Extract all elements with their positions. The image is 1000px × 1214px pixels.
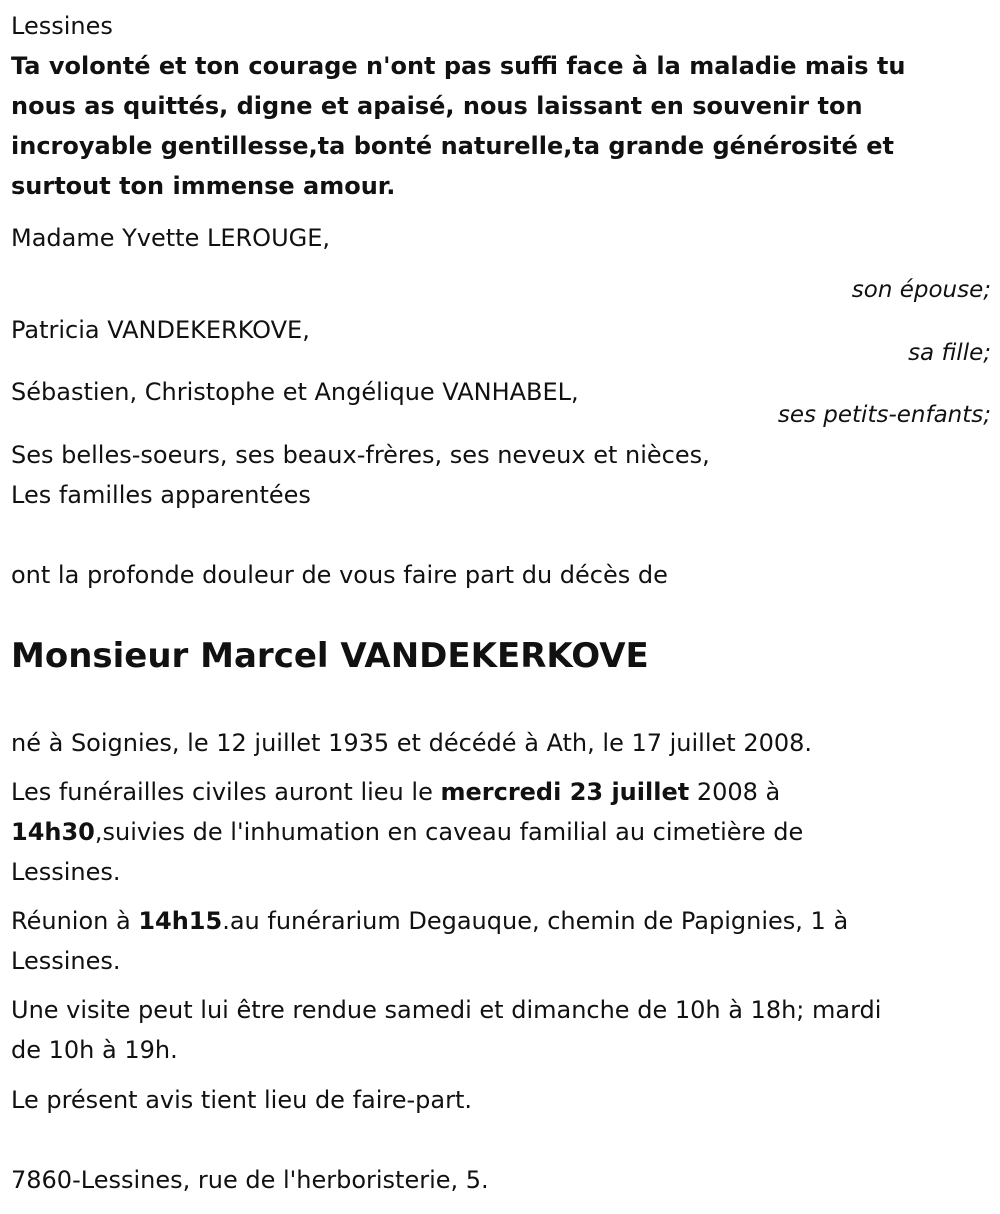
quote-line: nous as quittés, digne et apaisé, nous laissant en souvenir ton xyxy=(11,92,863,120)
quote-line: surtout ton immense amour. xyxy=(11,172,396,200)
visit-line: Une visite peut lui être rendue samedi et dimanche de 10h à 18h; mardi xyxy=(11,996,882,1024)
visit-line: de 10h à 19h. xyxy=(11,1036,178,1064)
city-label: Lessines xyxy=(11,12,113,40)
address-text: 7860-Lessines, rue de l'herboristerie, 5. xyxy=(11,1166,489,1194)
funeral-line xyxy=(11,812,803,852)
meeting-time: 14h15 xyxy=(138,907,223,935)
quote-line: incroyable gentillesse,ta bonté naturelle,ta grande générosité et xyxy=(11,132,895,160)
family-member-name: Sébastien, Christophe et Angélique VANHABEL, xyxy=(11,378,579,406)
notice-text: Le présent avis tient lieu de faire-part. xyxy=(11,1086,473,1114)
meeting-text: .au funérarium Degauque, chemin de Papignies, 1 à xyxy=(222,907,849,935)
announcement-text: ont la profonde douleur de vous faire part du décès de xyxy=(11,561,668,589)
funeral-line: Lessines. xyxy=(11,858,121,886)
meeting-line xyxy=(11,901,848,941)
birth-death-text: né à Soignies, le 12 juillet 1935 et décédé à Ath, le 17 juillet 2008. xyxy=(11,729,813,757)
relatives-line: Ses belles-soeurs, ses beaux-frères, ses neveux et nièces, xyxy=(11,441,710,469)
relatives-line: Les familles apparentées xyxy=(11,481,311,509)
funeral-date: mercredi 23 juillet xyxy=(440,778,690,806)
meeting-text: Réunion à xyxy=(11,907,139,935)
funeral-text: Les funérailles civiles auront lieu le xyxy=(11,778,441,806)
family-member-relation: son épouse; xyxy=(851,277,991,303)
meeting-line: Lessines. xyxy=(11,947,121,975)
funeral-text: ,suivies de l'inhumation en caveau familial au cimetière de xyxy=(94,818,804,846)
family-member-name: Patricia VANDEKERKOVE, xyxy=(11,316,310,344)
funeral-time: 14h30 xyxy=(11,818,95,846)
quote-line: Ta volonté et ton courage n'ont pas suffi face à la maladie mais tu xyxy=(11,52,906,80)
deceased-name: Monsieur Marcel VANDEKERKOVE xyxy=(11,636,649,676)
funeral-line xyxy=(11,772,780,812)
family-member-name: Madame Yvette LEROUGE, xyxy=(11,224,331,252)
funeral-text: 2008 à xyxy=(689,778,781,806)
family-member-relation: ses petits-enfants; xyxy=(777,402,991,428)
family-member-relation: sa fille; xyxy=(908,340,991,366)
